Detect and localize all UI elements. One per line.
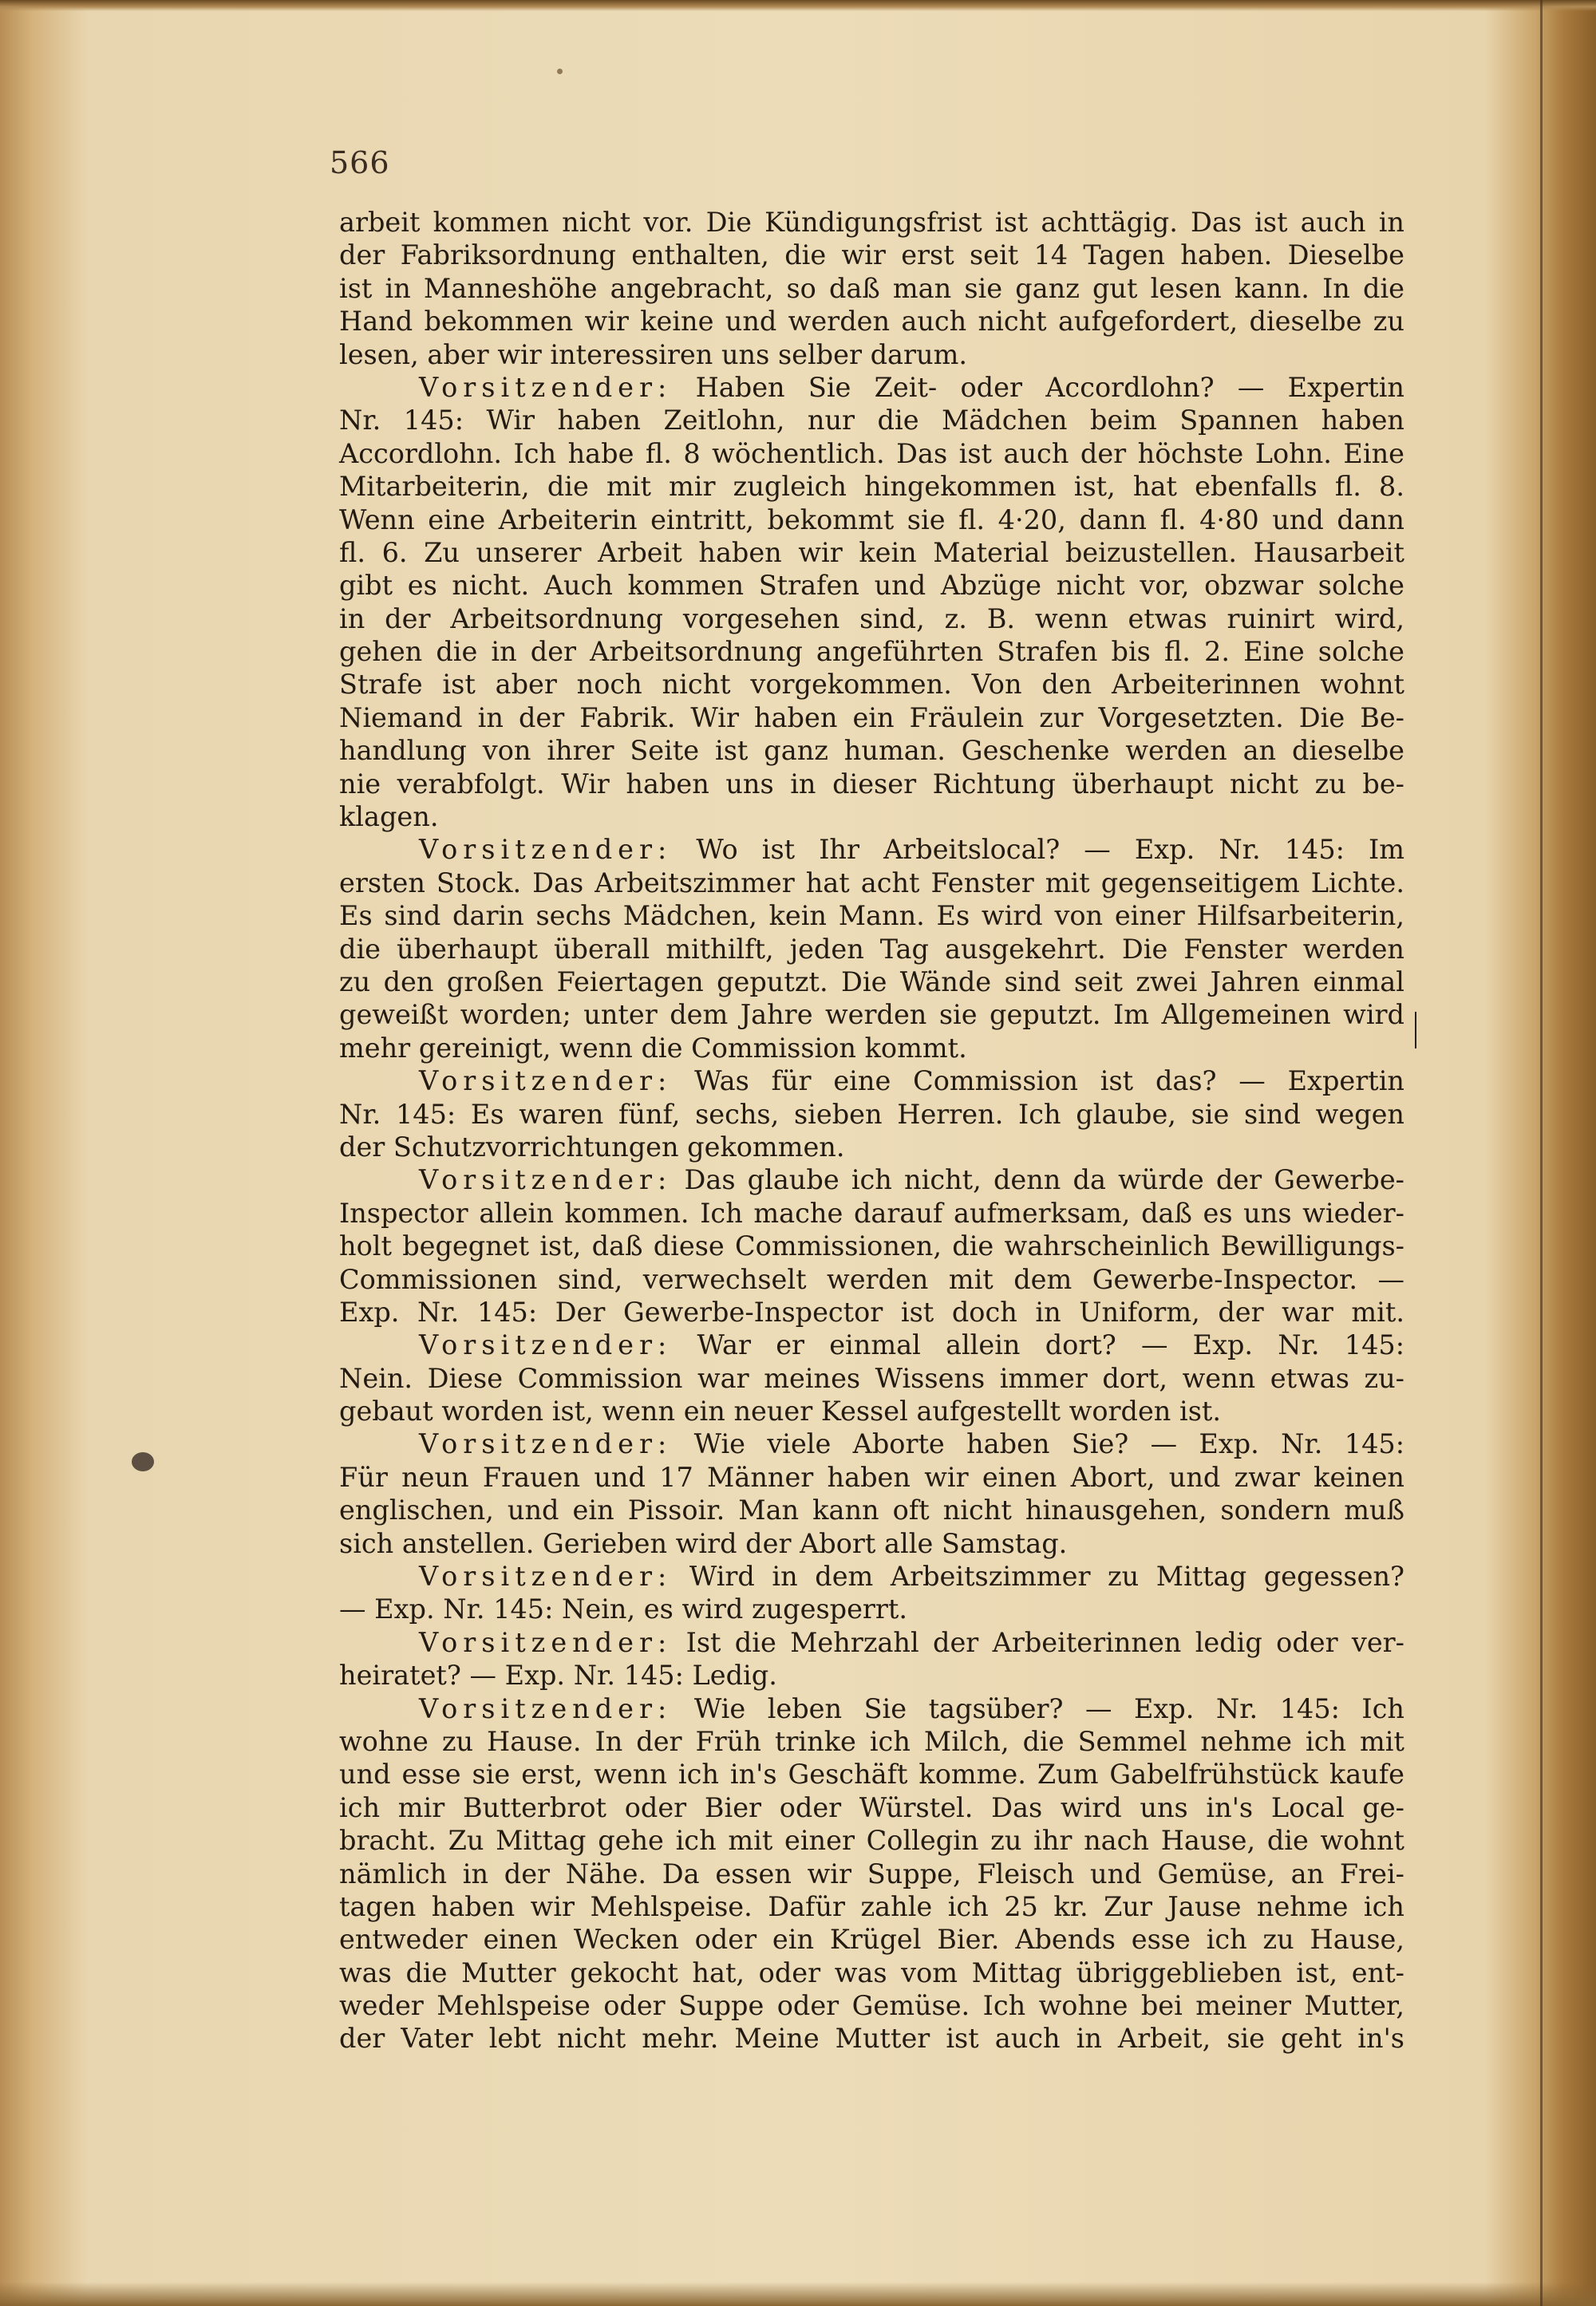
line-text: Inspector allein kommen. Ich mache darauf aufmerksam, daß es uns wieder- <box>339 1197 1404 1229</box>
binding-spine <box>1540 0 1543 2306</box>
text-line <box>339 1824 1404 1857</box>
line-text: gehen die in der Arbeitsordnung angeführten Strafen bis fl. 2. Eine solche <box>339 636 1404 668</box>
text-line <box>339 833 1404 866</box>
text-line <box>339 668 1404 701</box>
speaker-label: Vorsitzender: <box>419 1428 673 1460</box>
text-line <box>339 536 1404 569</box>
speaker-label: Vorsitzender: <box>419 1329 673 1361</box>
line-text: holt begegnet ist, daß diese Commissionen, die wahrscheinlich Bewilligungs- <box>339 1230 1404 1262</box>
text-line <box>339 1858 1404 1890</box>
line-text: englischen, und ein Pissoir. Man kann oft nicht hinausgehen, sondern muß <box>339 1495 1404 1526</box>
line-text: Nein. Diese Commission war meines Wissens immer dort, wenn etwas zu- <box>339 1362 1404 1394</box>
text-line <box>339 1560 1404 1593</box>
line-text: lesen, aber wir interessiren uns selber darum. <box>339 338 968 370</box>
line-text: klagen. <box>339 801 439 833</box>
text-line <box>339 1593 1404 1625</box>
line-text: nämlich in der Nähe. Da essen wir Suppe, Fleisch und Gemüse, an Frei- <box>339 1858 1404 1889</box>
text-line <box>339 569 1404 602</box>
line-text: und esse sie erst, wenn ich in's Geschäft komme. Zum Gabelfrühstück kaufe <box>339 1759 1404 1791</box>
line-text: was die Mutter gekocht hat, oder was vom Mittag übriggeblieben ist, ent- <box>339 1957 1404 1988</box>
text-line <box>339 998 1404 1031</box>
line-text: geweißt worden; unter dem Jahre werden sie geputzt. Im Allgemeinen wird <box>339 999 1404 1031</box>
line-text: heiratet? — Exp. Nr. 145: Ledig. <box>339 1660 777 1692</box>
line-text: der Fabriksordnung enthalten, die wir erst seit 14 Tagen haben. Dieselbe <box>339 239 1404 271</box>
body-text <box>339 206 1404 2055</box>
text-line <box>339 933 1404 965</box>
line-text: entweder einen Wecken oder ein Krügel Bier. Abends esse ich zu Hause, <box>339 1924 1404 1956</box>
speaker-label: Vorsitzender: <box>419 371 673 403</box>
text-line <box>339 1197 1404 1230</box>
line-text: Wo ist Ihr Arbeitslocal? — Exp. Nr. 145: Im <box>696 834 1404 866</box>
line-text: weder Mehlspeise oder Suppe oder Gemüse. Ich wohne bei meiner Mutter, <box>339 1990 1404 2022</box>
text-line <box>339 272 1404 305</box>
text-line <box>339 1395 1404 1427</box>
text-line <box>339 1626 1404 1659</box>
line-text: Commissionen sind, verwechselt werden mit dem Gewerbe-Inspector. — <box>339 1263 1404 1295</box>
text-line <box>339 1989 1404 2022</box>
text-line <box>339 1098 1404 1131</box>
line-text: wohne zu Hause. In der Früh trinke ich Milch, die Semmel nehme ich mit <box>339 1725 1404 1757</box>
line-text: ich mir Butterbrot oder Bier oder Würstel. Das wird uns in's Local ge- <box>339 1791 1404 1823</box>
margin-mark <box>1415 1012 1416 1048</box>
line-text: der Schutzvorrichtungen gekommen. <box>339 1131 845 1163</box>
text-line <box>339 305 1404 338</box>
line-text: Ist die Mehrzahl der Arbeiterinnen ledig oder ver- <box>685 1626 1404 1658</box>
text-line <box>339 1329 1404 1361</box>
line-text: Für neun Frauen und 17 Männer haben wir einen Abort, und zwar keinen <box>339 1461 1404 1493</box>
line-text: Das glaube ich nicht, denn da würde der Gewerbe- <box>684 1164 1405 1196</box>
text-line <box>339 1692 1404 1725</box>
line-text: Niemand in der Fabrik. Wir haben ein Fräulein zur Vorgesetzten. Die Be- <box>339 701 1404 733</box>
text-line <box>339 965 1404 998</box>
text-line <box>339 1957 1404 1989</box>
speaker-label: Vorsitzender: <box>419 1065 673 1097</box>
text-line <box>339 1263 1404 1296</box>
text-line <box>339 1659 1404 1692</box>
text-line <box>339 1163 1404 1196</box>
text-line <box>339 800 1404 833</box>
page-top-edge <box>0 0 1596 11</box>
text-line <box>339 1494 1404 1526</box>
text-line <box>339 1923 1404 1956</box>
text-line <box>339 734 1404 767</box>
speaker-label: Vorsitzender: <box>419 1626 673 1658</box>
text-line <box>339 1032 1404 1064</box>
line-text: zu den großen Feiertagen geputzt. Die Wände sind seit zwei Jahren einmal <box>339 965 1404 997</box>
line-text: Wird in dem Arbeitszimmer zu Mittag gegessen? <box>689 1561 1404 1593</box>
line-text: gibt es nicht. Auch kommen Strafen und Abzüge nicht vor, obzwar solche <box>339 570 1404 602</box>
line-text: handlung von ihrer Seite ist ganz human. Geschenke werden an dieselbe <box>339 735 1404 767</box>
line-text: Es sind darin sechs Mädchen, kein Mann. Es wird von einer Hilfsarbeiterin, <box>339 900 1404 932</box>
line-text: Nr. 145: Wir haben Zeitlohn, nur die Mädchen beim Spannen haben <box>339 405 1404 436</box>
line-text: Hand bekommen wir keine und werden auch nicht aufgefordert, dieselbe zu <box>339 306 1404 338</box>
line-text: Wie viele Aborte haben Sie? — Exp. Nr. 145: <box>693 1428 1404 1460</box>
line-text: — Exp. Nr. 145: Nein, es wird zugesperrt. <box>339 1593 908 1625</box>
line-text: Wie leben Sie tagsüber? — Exp. Nr. 145: Ich <box>693 1692 1405 1724</box>
speaker-label: Vorsitzender: <box>419 1692 673 1724</box>
page-number: 566 <box>330 145 390 180</box>
line-text: arbeit kommen nicht vor. Die Kündigungsfrist ist achttägig. Das ist auch in <box>339 207 1404 238</box>
line-text: Nr. 145: Es waren fünf, sechs, sieben Herren. Ich glaube, sie sind wegen <box>339 1098 1404 1130</box>
line-text: gebaut worden ist, wenn ein neuer Kessel aufgestellt worden ist. <box>339 1396 1222 1427</box>
text-line <box>339 1791 1404 1824</box>
text-line <box>339 768 1404 800</box>
text-line <box>339 867 1404 899</box>
text-line <box>339 1064 1404 1097</box>
line-text: Wenn eine Arbeiterin eintritt, bekommt sie fl. 4·20, dann fl. 4·80 und dann <box>339 503 1404 535</box>
speaker-label: Vorsitzender: <box>419 1561 673 1593</box>
text-line <box>339 437 1404 470</box>
line-text: Accordlohn. Ich habe fl. 8 wöchentlich. Das ist auch der höchste Lohn. Eine <box>339 437 1404 469</box>
line-text: mehr gereinigt, wenn die Commission kommt. <box>339 1032 967 1064</box>
page-bottom-edge <box>0 2282 1596 2306</box>
line-text: Haben Sie Zeit- oder Accordlohn? — Expertin <box>695 371 1404 403</box>
line-text: Mitarbeiterin, die mit mir zugleich hingekommen ist, hat ebenfalls fl. 8. <box>339 471 1404 503</box>
line-text: Strafe ist aber noch nicht vorgekommen. Von den Arbeiterinnen wohnt <box>339 669 1404 701</box>
text-line <box>339 1890 1404 1923</box>
text-line <box>339 1296 1404 1329</box>
text-line <box>339 470 1404 503</box>
line-text: bracht. Zu Mittag gehe ich mit einer Collegin zu ihr nach Hause, die wohnt <box>339 1825 1404 1857</box>
line-text: der Vater lebt nicht mehr. Meine Mutter ist auch in Arbeit, sie geht in's <box>339 2023 1404 2055</box>
text-line <box>339 1461 1404 1494</box>
ink-blot <box>132 1452 154 1471</box>
text-line <box>339 239 1404 271</box>
line-text: Was für eine Commission ist das? — Expertin <box>694 1065 1404 1097</box>
text-line <box>339 1230 1404 1262</box>
text-line <box>339 2022 1404 2055</box>
line-text: in der Arbeitsordnung vorgesehen sind, z. B. wenn etwas ruinirt wird, <box>339 602 1404 634</box>
line-text: Exp. Nr. 145: Der Gewerbe-Inspector ist doch in Uniform, der war mit. <box>339 1296 1404 1328</box>
line-text: die überhaupt überall mithilft, jeden Tag ausgekehrt. Die Fenster werden <box>339 933 1404 965</box>
line-text: War er einmal allein dort? — Exp. Nr. 145: <box>697 1329 1404 1361</box>
text-line <box>339 1725 1404 1758</box>
text-line <box>339 1362 1404 1395</box>
line-text: fl. 6. Zu unserer Arbeit haben wir kein Material beizustellen. Hausarbeit <box>339 536 1404 568</box>
text-line <box>339 206 1404 239</box>
text-line <box>339 1427 1404 1460</box>
line-text: ist in Manneshöhe angebracht, so daß man sie ganz gut lesen kann. In die <box>339 272 1404 304</box>
line-text: tagen haben wir Mehlspeise. Dafür zahle ich 25 kr. Zur Jause nehme ich <box>339 1890 1404 1922</box>
text-line <box>339 899 1404 932</box>
text-line <box>339 338 1404 371</box>
text-line <box>339 635 1404 668</box>
text-line <box>339 371 1404 404</box>
line-text: sich anstellen. Gerieben wird der Abort alle Samstag. <box>339 1527 1068 1559</box>
text-line <box>339 404 1404 436</box>
text-line <box>339 1131 1404 1163</box>
text-line <box>339 602 1404 635</box>
paper-speck <box>557 69 563 74</box>
text-line <box>339 701 1404 734</box>
line-text: ersten Stock. Das Arbeitszimmer hat acht Fenster mit gegenseitigem Lichte. <box>339 867 1404 898</box>
text-line <box>339 1758 1404 1791</box>
speaker-label: Vorsitzender: <box>419 834 673 866</box>
text-line <box>339 1527 1404 1560</box>
line-text: nie verabfolgt. Wir haben uns in dieser Richtung überhaupt nicht zu be- <box>339 768 1404 800</box>
speaker-label: Vorsitzender: <box>419 1164 673 1196</box>
text-line <box>339 503 1404 536</box>
